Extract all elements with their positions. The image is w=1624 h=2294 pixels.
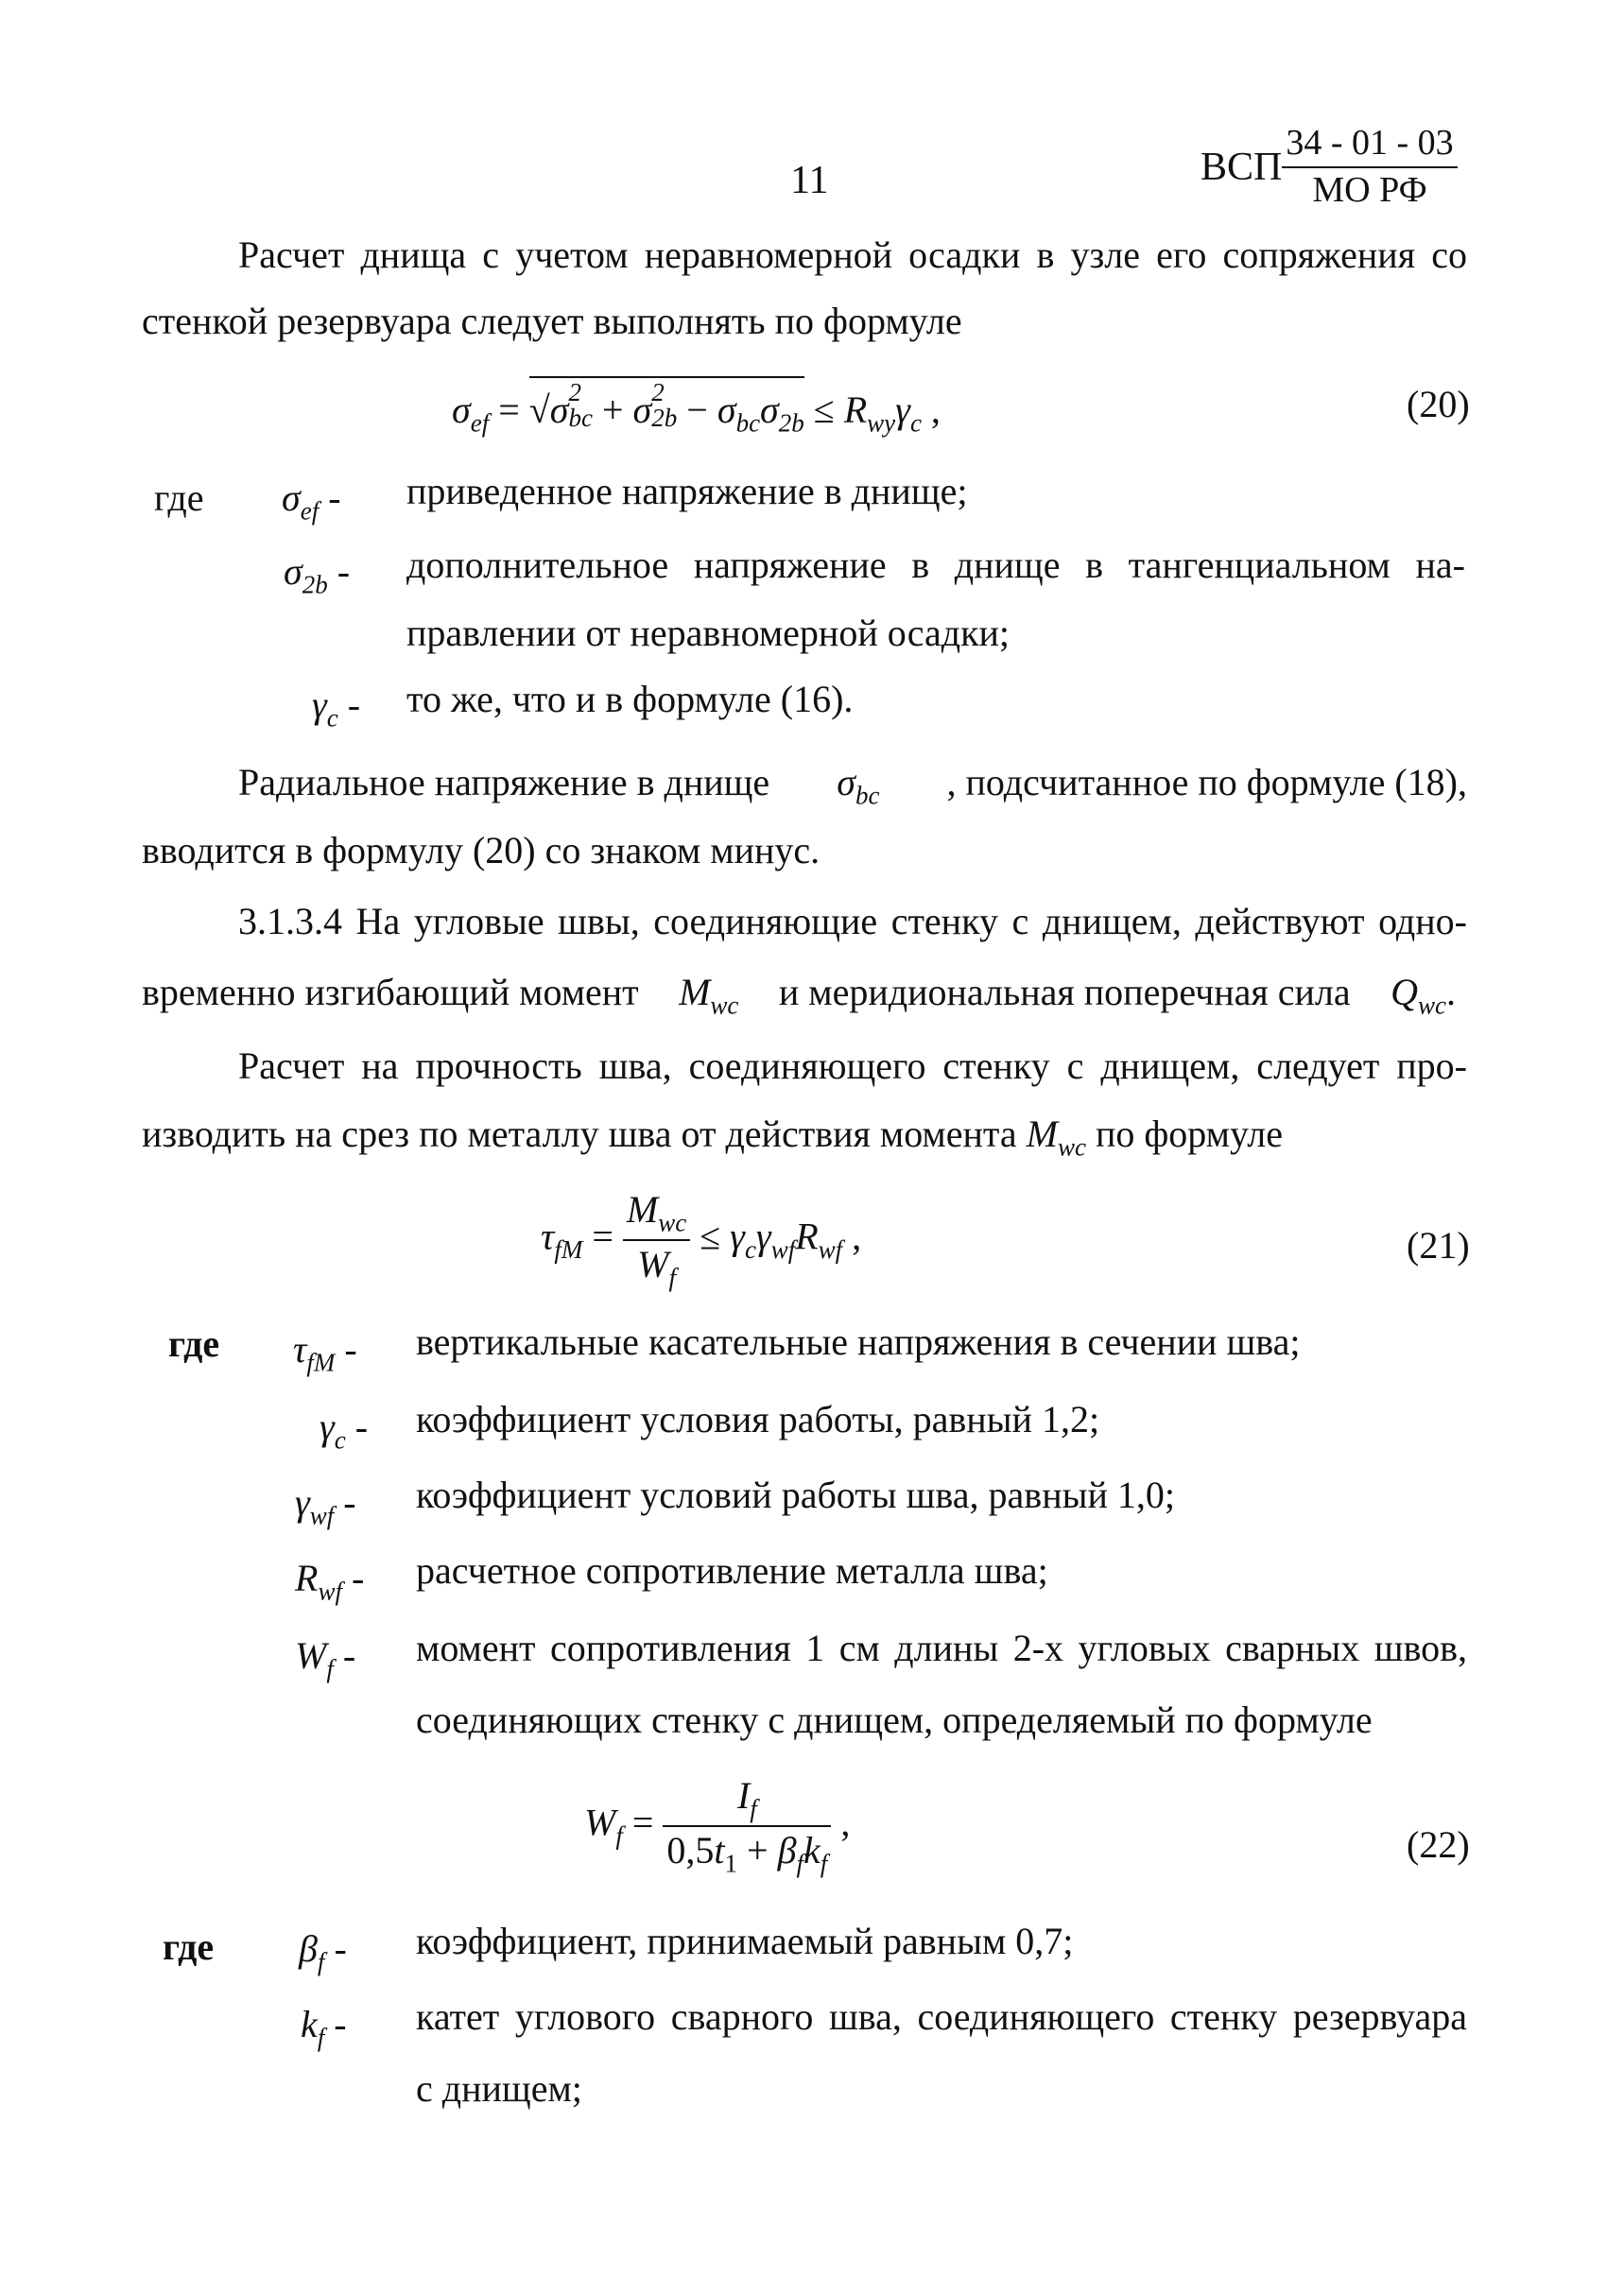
- def-k-f-line-1: катет углового сварного шва, соединяющего стенку резервуара: [416, 1995, 1467, 2038]
- code-fraction: [1282, 121, 1457, 213]
- symbol-sigma-2b: $\sigma_{2b}$ -: [284, 550, 351, 599]
- code-prefix: ВСП: [1201, 145, 1283, 189]
- code-denominator: МО РФ: [1312, 169, 1427, 210]
- symbol-w-f: $W_f$ -: [295, 1634, 356, 1683]
- intro-line-2: стенкой резервуара следует выполнять по формуле: [142, 300, 962, 342]
- def-beta-f: коэффициент, принимаемый равным 0,7;: [416, 1920, 1074, 1962]
- code-numerator: 34 - 01 - 03: [1282, 121, 1457, 168]
- symbol-r-wf: $R_{wf}$ -: [295, 1557, 365, 1606]
- radial-line-1: [238, 761, 1467, 810]
- strength-line-1: Расчет на прочность шва, соединяющего стенку с днищем, следует про-: [238, 1044, 1467, 1087]
- formula-21: $\tau_{fM}$ = $\frac{M_{wc}}{W_f}$ ≤ $\gamma_c\gamma_{wf}R_{wf}$ ,: [541, 1188, 862, 1292]
- where-label-20: где: [154, 476, 204, 519]
- intro-line-1: Расчет днища с учетом неравномерной осадки в узле его сопряжения со: [238, 233, 1467, 276]
- symbol-gamma-c: $\gamma_c$ -: [312, 683, 361, 733]
- def-gamma-c: то же, что и в формуле (16).: [406, 678, 854, 720]
- equation-number-21: (21): [1407, 1224, 1470, 1267]
- page-number: 11: [790, 159, 829, 202]
- equation-number-20: (20): [1407, 383, 1470, 425]
- def-gamma-c-2: коэффициент условия работы, равный 1,2;: [416, 1398, 1100, 1440]
- equation-number-22: (22): [1407, 1823, 1470, 1866]
- def-gamma-wf: коэффициент условий работы шва, равный 1,0;: [416, 1474, 1175, 1516]
- clause-3134-line-2: [142, 971, 1456, 1020]
- def-sigma-ef: приведенное напряжение в днище;: [406, 470, 968, 512]
- radial-text-b: , подсчитанное по формуле (18),: [946, 761, 1467, 803]
- symbol-gamma-wf: $\gamma_{wf}$ -: [295, 1481, 356, 1530]
- radial-line-2: вводится в формулу (20) со знаком минус.: [142, 829, 821, 871]
- formula-20: $\sigma_{ef} = √\sigma$ 2 bc + σ 2 2b − $\sigma_{bc}\sigma_{2b} \le R_{wy}\gamma_c$ ,: [452, 378, 941, 438]
- def-r-wf: расчетное сопротивление металла шва;: [416, 1549, 1048, 1592]
- where-label-22: где: [163, 1925, 215, 1968]
- def-sigma-2b-line-2: правлении от неравномерной осадки;: [406, 612, 1011, 654]
- strength-text-b: по формуле: [1095, 1113, 1283, 1155]
- def-k-f-line-2: с днищем;: [416, 2067, 582, 2110]
- clause-3134-line-1: 3.1.3.4 На угловые швы, соединяющие стенку с днищем, действуют одно-: [238, 900, 1467, 942]
- symbol-beta-f: $\beta_f$ -: [299, 1927, 347, 1976]
- strength-line-2: [142, 1115, 1283, 1160]
- symbol-gamma-c-2: $\gamma_c$ -: [320, 1406, 369, 1455]
- def-sigma-2b-line-1: дополнительное напряжение в днище в тангенциальном на-: [406, 543, 1465, 586]
- def-w-f-line-2: соединяющих стенку с днищем, определяемый по формуле: [416, 1699, 1373, 1741]
- clause-3134-text-a: временно изгибающий момент: [142, 971, 639, 1013]
- symbol-m-wc-2: $M_{wc}$: [1026, 1113, 1086, 1162]
- where-label-21: где: [168, 1322, 220, 1365]
- formula-22: $W_f$ = $\frac{I_f}{0,5t_1 + \beta_fk_f}$ ,: [584, 1774, 851, 1878]
- def-tau-fm: вертикальные касательные напряжения в сечении шва;: [416, 1320, 1301, 1363]
- symbol-sigma-bc: $\sigma_{bc}$: [837, 761, 880, 810]
- def-w-f-line-1: момент сопротивления 1 см длины 2-х угловых сварных швов,: [416, 1627, 1467, 1669]
- clause-3134-text-b: и меридиональная поперечная сила: [778, 971, 1351, 1013]
- strength-text-a: изводить на срез по металлу шва от действия момента: [142, 1113, 1017, 1155]
- symbol-sigma-ef: $\sigma_{ef}$ -: [282, 476, 341, 526]
- symbol-q-wc: $Q_{wc}$.: [1391, 971, 1456, 1020]
- radial-text-a: Радиальное напряжение в днище: [238, 761, 770, 803]
- symbol-m-wc: $M_{wc}$: [679, 971, 739, 1020]
- document-code: [1201, 121, 1458, 213]
- symbol-k-f: $k_f$ -: [301, 2003, 347, 2052]
- symbol-tau-fm: $\tau_{fM}$ -: [293, 1328, 357, 1377]
